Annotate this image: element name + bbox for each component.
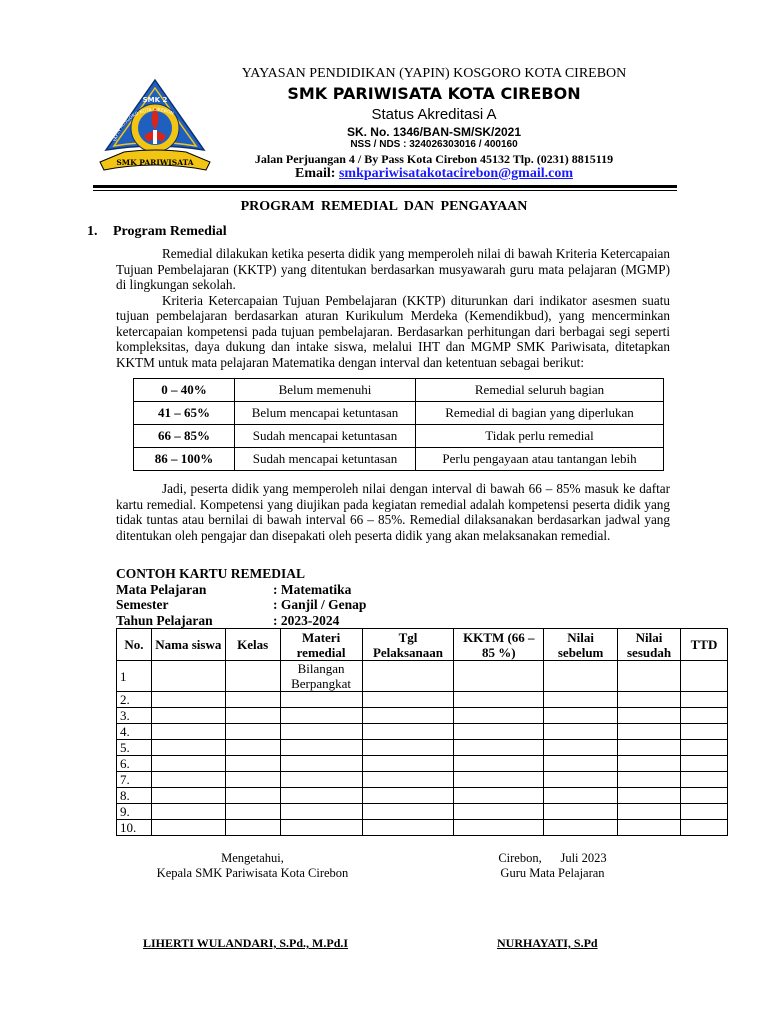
kktm-status: Sudah mencapai ketuntasan	[235, 425, 416, 448]
principal-name: LIHERTI WULANDARI, S.Pd., M.Pd.I	[143, 936, 349, 950]
kktm-status: Belum memenuhi	[235, 379, 416, 402]
column-header: Nilai sesudah	[618, 629, 681, 661]
paragraph-1: Remedial dilakukan ketika peserta didik yang memperoleh nilai di bawah Kriteria Ketercapaian Tujuan Pembelajaran (KKTP) yang ditentukan berdasarkan musyawarah guru mata pelajaran (MGMP) di lingkungan sekolah.	[116, 246, 670, 292]
email-label: Email:	[295, 166, 336, 181]
kktm-action: Remedial di bagian yang diperlukan	[416, 402, 664, 425]
table-row	[134, 402, 664, 425]
sig-right-line2: Guru Mata Pelajaran	[500, 866, 605, 880]
row-number: 3.	[117, 708, 152, 724]
row-number: 1	[117, 661, 152, 692]
school-logo	[94, 78, 216, 184]
cell	[454, 661, 544, 692]
card-field-value: : 2023-2024	[273, 612, 340, 628]
kktm-range: 0 – 40%	[134, 379, 235, 402]
table-row	[117, 772, 728, 788]
column-header: Kelas	[225, 629, 280, 661]
row-number: 7.	[117, 772, 152, 788]
column-header: Materi remedial	[280, 629, 362, 661]
card-field-label: Tahun Pelajaran	[116, 612, 213, 628]
section-heading	[87, 224, 227, 240]
section-number: 1.	[87, 224, 98, 239]
remedial-card-table	[116, 628, 728, 836]
cell	[680, 661, 727, 692]
row-number: 10.	[117, 820, 152, 836]
header-rule-thick	[93, 185, 677, 188]
school-address: Jalan Perjuangan 4 / By Pass Kota Cirebon 45132 Tlp. (0231) 8815119	[254, 152, 614, 166]
cell	[151, 661, 225, 692]
intro-paragraphs	[116, 246, 670, 370]
teacher-name: NURHAYATI, S.Pd	[497, 936, 598, 950]
accreditation-status: Status Akreditasi A	[371, 106, 497, 123]
kktm-range: 86 – 100%	[134, 448, 235, 471]
card-field-value: : Matematika	[273, 581, 352, 597]
table-row	[117, 740, 728, 756]
row-number: 9.	[117, 804, 152, 820]
card-field-value: : Ganjil / Genap	[273, 597, 367, 612]
sig-left-line1: Mengetahui,	[221, 851, 284, 865]
table-row	[117, 756, 728, 772]
conclusion-paragraph-block	[116, 481, 670, 543]
table-row	[117, 804, 728, 820]
card-title: CONTOH KARTU REMEDIAL	[116, 566, 306, 581]
remedial-card-header	[116, 566, 366, 628]
column-header: KKTM (66 – 85 %)	[454, 629, 544, 661]
table-row	[117, 788, 728, 804]
school-email-line	[200, 166, 668, 182]
sk-number: SK. No. 1346/BAN-SM/SK/2021	[346, 125, 522, 139]
kktm-status: Belum mencapai ketuntasan	[235, 402, 416, 425]
cell	[544, 661, 618, 692]
cell	[225, 661, 280, 692]
table-row	[117, 708, 728, 724]
table-row	[117, 724, 728, 740]
email-link[interactable]: smkpariwisatakotacirebon@gmail.com	[338, 166, 573, 181]
column-header: No.	[117, 629, 152, 661]
card-field	[116, 613, 366, 629]
row-number: 2.	[117, 692, 152, 708]
document-title: PROGRAM REMEDIAL DAN PENGAYAAN	[240, 199, 528, 214]
card-field	[116, 597, 366, 613]
foundation-name: YAYASAN PENDIDIKAN (YAPIN) KOSGORO KOTA CIREBON	[241, 66, 627, 81]
header-rule-thin	[93, 190, 677, 191]
table-row	[117, 692, 728, 708]
card-field-label: Semester	[116, 597, 169, 612]
kktm-action: Tidak perlu remedial	[416, 425, 664, 448]
logo-banner-text: SMK PARIWISATA	[116, 158, 194, 167]
sig-right-line1: Cirebon, Juli 2023	[498, 851, 607, 865]
logo-top-text: SMK 2	[142, 96, 168, 104]
row-number: 5.	[117, 740, 152, 756]
column-header: TTD	[680, 629, 727, 661]
cell	[362, 661, 454, 692]
table-row	[134, 448, 664, 471]
kktm-action: Perlu pengayaan atau tantangan lebih	[416, 448, 664, 471]
column-header: Tgl Pelaksanaan	[362, 629, 454, 661]
kktm-range: 41 – 65%	[134, 402, 235, 425]
card-field-label: Mata Pelajaran	[116, 581, 207, 597]
paragraph-3: Jadi, peserta didik yang memperoleh nilai dengan interval di bawah 66 – 85% masuk ke daftar kartu remedial. Kompetensi yang diujikan pada kegiatan remedial adalah kompetensi peserta didik yang tidak tuntas atau bernilai di bawah interval 66 – 85%. Remedial dilaksanakan berdasarkan jadwal yang ditentukan oleh pengajar dan disepakati oleh peserta didik yang akan melaksanakan remedial.	[116, 481, 670, 543]
school-name: SMK PARIWISATA KOTA CIREBON	[287, 84, 581, 103]
column-header: Nilai sebelum	[544, 629, 618, 661]
signature-left	[130, 851, 375, 881]
row-number: 8.	[117, 788, 152, 804]
section-title: Program Remedial	[113, 224, 227, 239]
table-row	[134, 379, 664, 402]
kktm-table	[133, 378, 664, 471]
cell	[618, 661, 681, 692]
kktm-status: Sudah mencapai ketuntasan	[235, 448, 416, 471]
logo-ring-text: YAPIN KOSGORO KOTA CIREBON	[113, 107, 175, 143]
kktm-range: 66 – 85%	[134, 425, 235, 448]
table-row	[117, 820, 728, 836]
row-number: 6.	[117, 756, 152, 772]
table-row	[134, 425, 664, 448]
signature-right	[455, 851, 650, 881]
column-header: Nama siswa	[151, 629, 225, 661]
kktm-action: Remedial seluruh bagian	[416, 379, 664, 402]
row-number: 4.	[117, 724, 152, 740]
nss-number: NSS / NDS : 324026303016 / 400160	[350, 139, 518, 150]
paragraph-2: Kriteria Ketercapaian Tujuan Pembelajaran (KKTP) diturunkan dari indikator asesmen suatu tujuan pembelajaran berdasarkan aturan Kurikulum Merdeka (Kemendikbud), yang mencerminkan ketercapaian kompetensi pada tujuan pembelajaran. Berdasarkan perhitungan dari berbagai segi seperti kompleksitas, daya dukung dan intake siswa, melalui IHT dan MGMP SMK Pariwisata, ditetapkan KKTM untuk mata pelajaran Matematika dengan interval dan ketentuan sebagai berikut:	[116, 292, 670, 370]
table-row	[117, 661, 728, 692]
table-header-row	[117, 629, 728, 661]
material-cell: Bilangan Berpangkat	[280, 661, 362, 692]
card-field	[116, 582, 366, 598]
sig-left-line2: Kepala SMK Pariwisata Kota Cirebon	[156, 866, 349, 880]
